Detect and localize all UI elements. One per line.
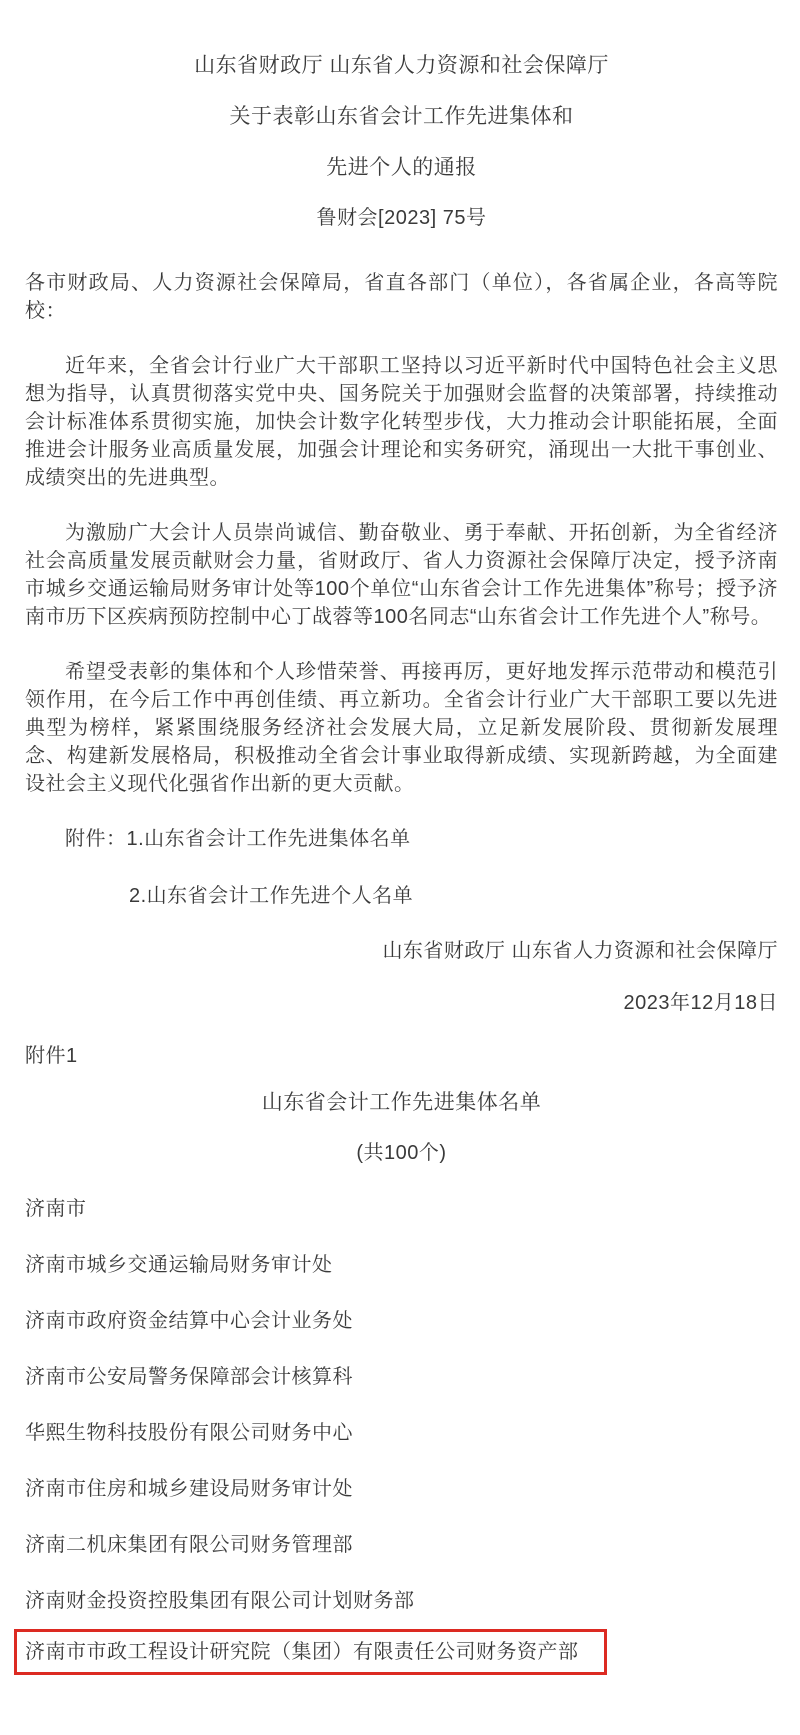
attachment-list-line-1: 附件：1.山东省会计工作先进集体名单 — [65, 828, 411, 850]
attachment-list-line-2: 2.山东省会计工作先进个人名单 — [129, 885, 414, 907]
list-item: 华熙生物科技股份有限公司财务中心 — [25, 1422, 353, 1444]
body-paragraph-3: 希望受表彰的集体和个人珍惜荣誉、再接再厉，更好地发挥示范带动和模范引领作用，在今后工作中再创佳绩、再立新功。全省会计行业广大干部职工要以先进典型为榜样，紧紧围绕服务经济社会发展大局，立足新发展阶段、贯彻新发展理念、构建新发展格局，积极推动全省会计事业取得新成绩、实现新跨越，为全面建设社会主义现代化强省作出新的更大贡献。 — [25, 661, 778, 795]
annex-subtitle: (共100个) — [356, 1142, 447, 1164]
salutation: 各市财政局、人力资源社会保障局，省直各部门（单位），各省属企业，各高等院校： — [25, 272, 778, 322]
list-item: 济南市住房和城乡建设局财务审计处 — [25, 1478, 353, 1500]
body-paragraph-2: 为激励广大会计人员崇尚诚信、勤奋敬业、勇于奉献、开拓创新，为全省经济社会高质量发展贡献财会力量，省财政厅、省人力资源社会保障厅决定，授予济南市城乡交通运输局财务审计处等100个单位“山东省会计工作先进集体”称号；授予济南市历下区疾病预防控制中心丁战蓉等100名同志“山东省会计工作先进个人”称号。 — [25, 522, 778, 628]
issuer-signature: 山东省财政厅 山东省人力资源和社会保障厅 — [382, 940, 778, 962]
highlighted-list-item: 济南市市政工程设计研究院（集团）有限责任公司财务资产部 — [25, 1641, 579, 1663]
list-item: 济南市城乡交通运输局财务审计处 — [25, 1254, 333, 1276]
list-item: 济南财金投资控股集团有限公司计划财务部 — [25, 1590, 415, 1612]
body-paragraph-1: 近年来，全省会计行业广大干部职工坚持以习近平新时代中国特色社会主义思想为指导，认真贯彻落实党中央、国务院关于加强财会监督的决策部署，持续推动会计标准体系贯彻实施，加快会计数字化转型步伐，大力推动会计职能拓展，全面推进会计服务业高质量发展，加强会计理论和实务研究，涌现出一大批干事创业、成绩突出的先进典型。 — [25, 355, 778, 489]
document-title-line3: 先进个人的通报 — [326, 156, 477, 179]
annex-title: 山东省会计工作先进集体名单 — [261, 1091, 542, 1114]
highlight-box — [14, 1629, 607, 1675]
annex-label: 附件1 — [25, 1045, 78, 1067]
document-title-agencies: 山东省财政厅 山东省人力资源和社会保障厅 — [194, 54, 609, 77]
list-item: 济南市政府资金结算中心会计业务处 — [25, 1310, 353, 1332]
city-group-header: 济南市 — [25, 1198, 87, 1220]
list-item: 济南二机床集团有限公司财务管理部 — [25, 1534, 353, 1556]
list-item: 济南市公安局警务保障部会计核算科 — [25, 1366, 353, 1388]
document-number: 鲁财会[2023] 75号 — [316, 207, 487, 229]
document-title-line2: 关于表彰山东省会计工作先进集体和 — [229, 105, 574, 128]
issue-date: 2023年12月18日 — [623, 992, 778, 1014]
